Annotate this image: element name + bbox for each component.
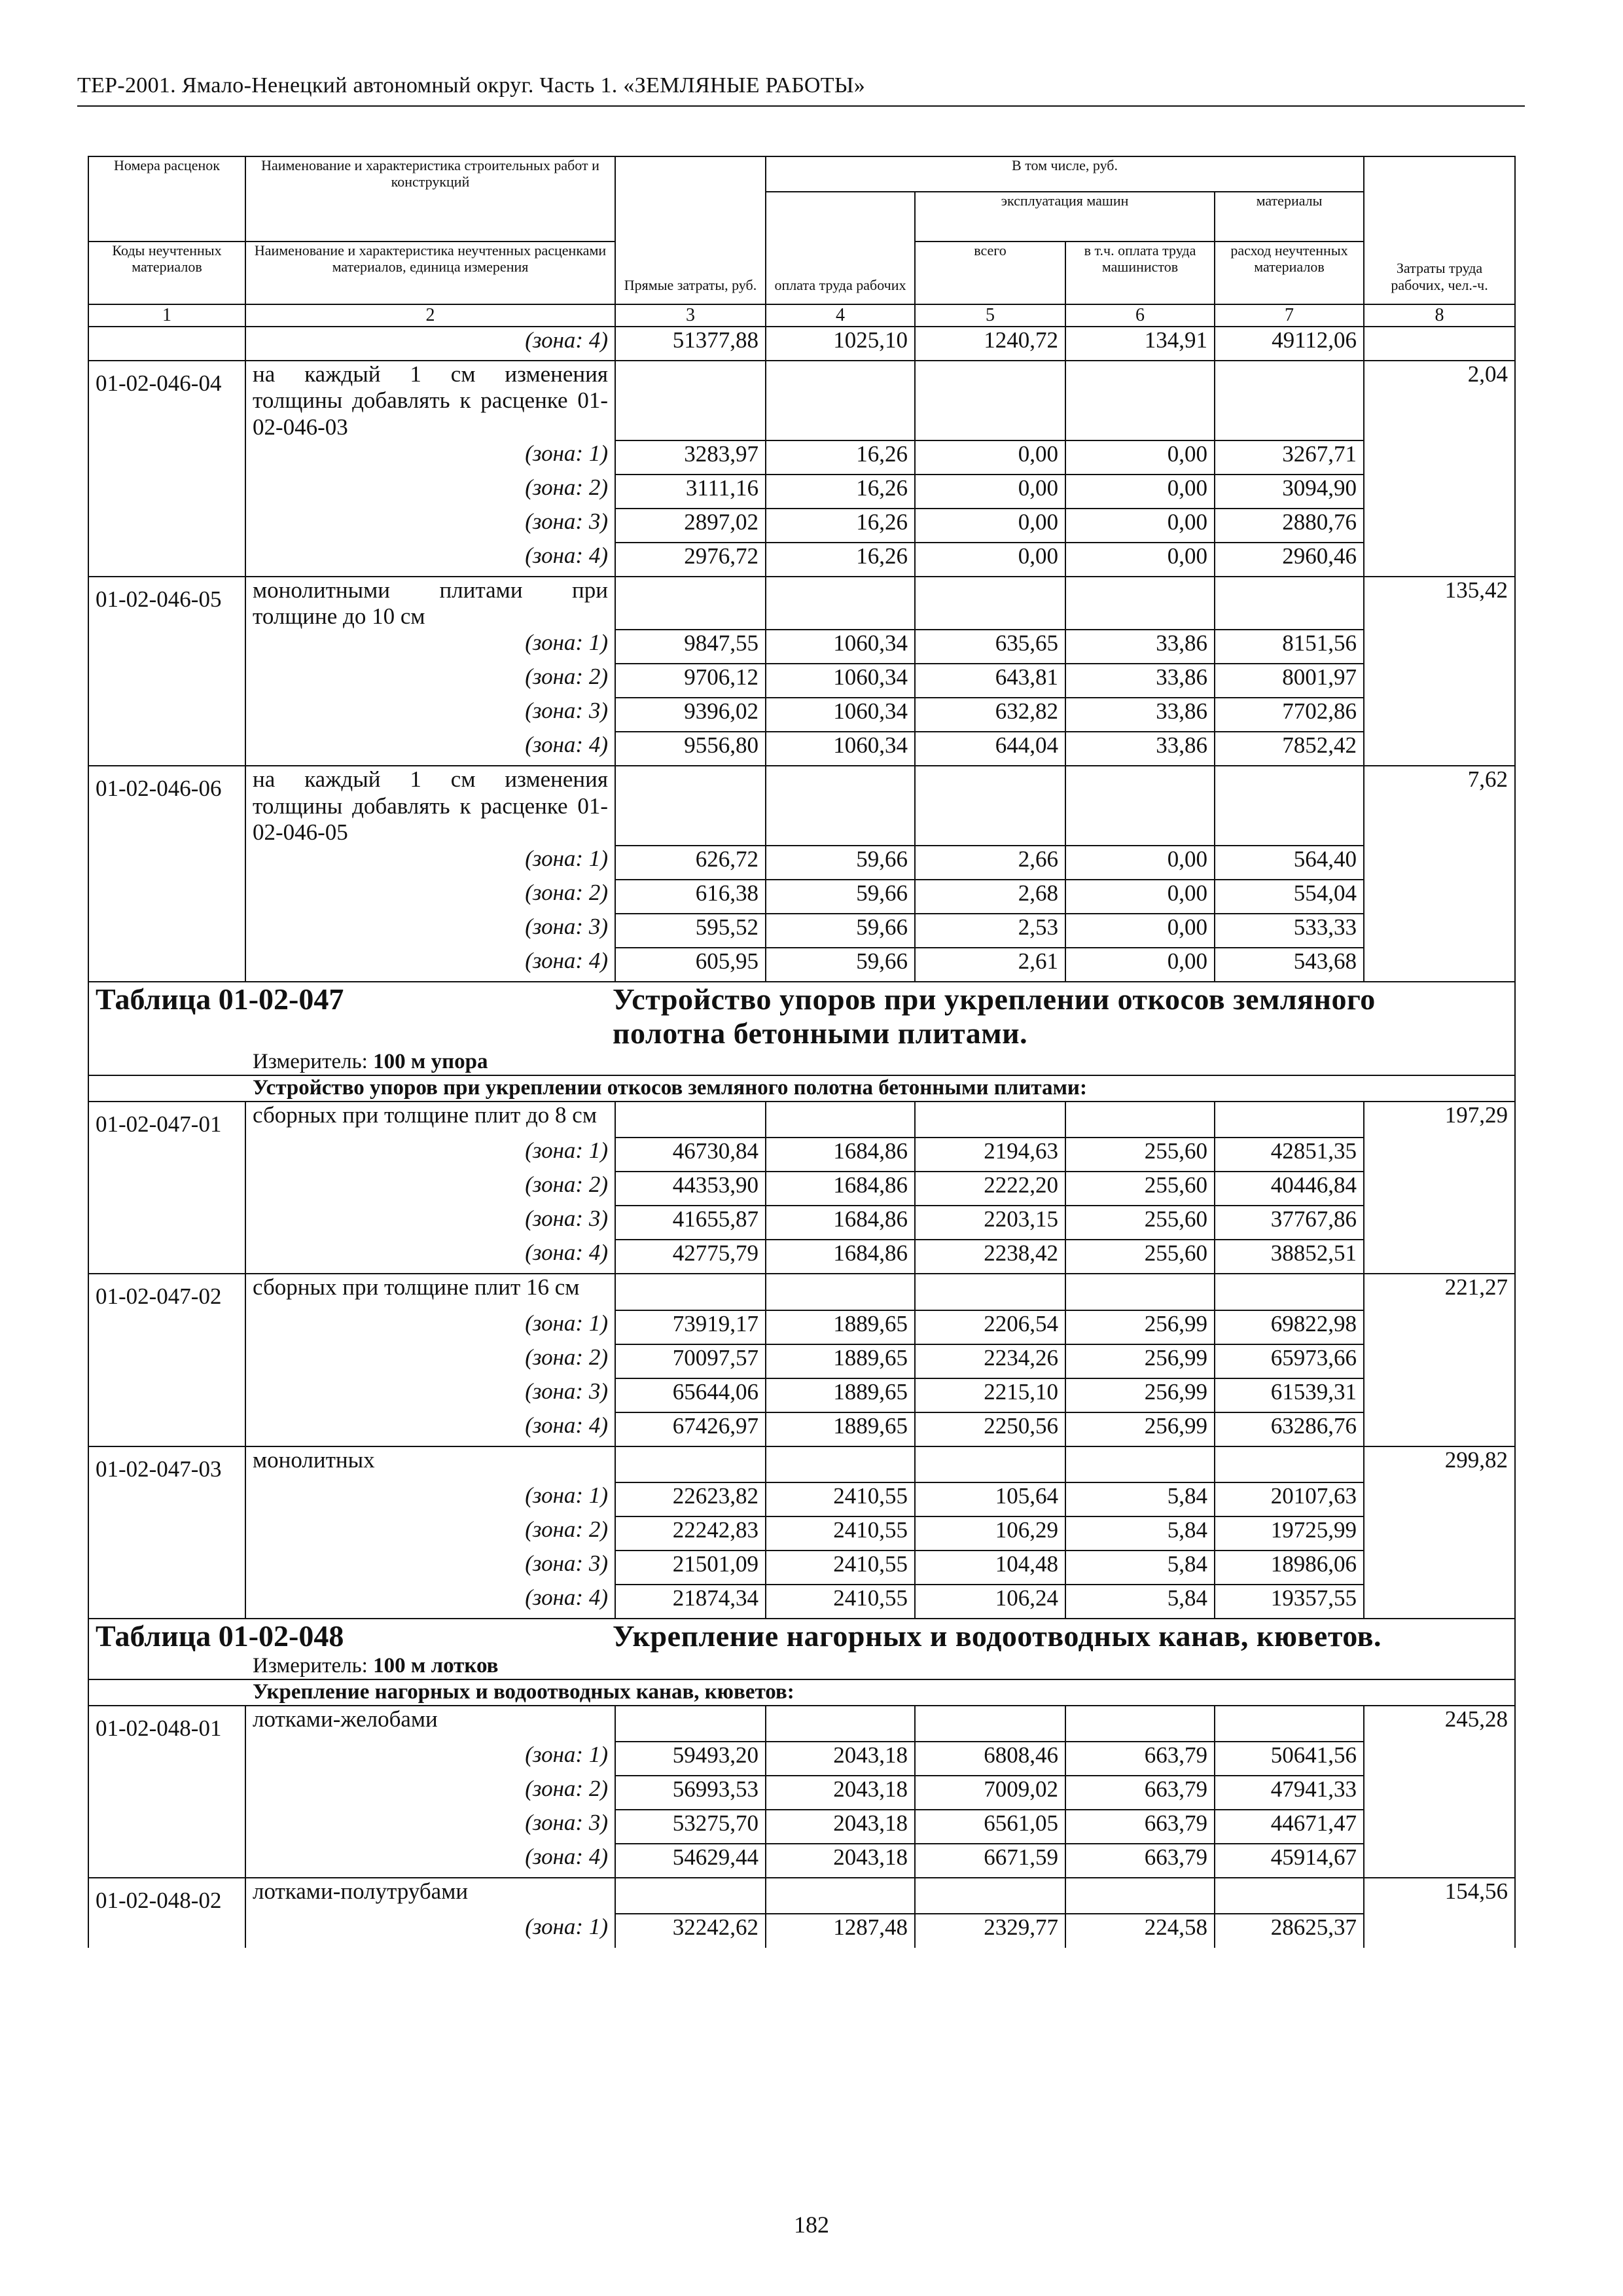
rates-table <box>88 156 1516 1948</box>
zone-label: (зона: 3) <box>245 1206 615 1240</box>
value-cell: 256,99 <box>1065 1310 1215 1344</box>
zone-row <box>88 732 1515 766</box>
zone-label: (зона: 2) <box>245 1516 615 1551</box>
value-cell: 47941,33 <box>1215 1776 1364 1810</box>
value-cell: 1060,34 <box>766 732 915 766</box>
value-cell: 0,00 <box>1065 475 1215 509</box>
materials-group-header: материалы <box>1215 192 1364 242</box>
value-cell: 2043,18 <box>766 1742 915 1776</box>
value-cell: 2,53 <box>915 914 1065 948</box>
measure-row <box>88 1050 1515 1075</box>
zone-label: (зона: 3) <box>245 1551 615 1585</box>
value-cell: 22623,82 <box>615 1482 766 1516</box>
value-cell: 644,04 <box>915 732 1065 766</box>
value-cell: 1060,34 <box>766 630 915 664</box>
value-cell: 65644,06 <box>615 1378 766 1412</box>
zone-row <box>88 664 1515 698</box>
value-cell: 3267,71 <box>1215 440 1364 475</box>
value-cell: 1684,86 <box>766 1172 915 1206</box>
zone-label: (зона: 1) <box>245 846 615 880</box>
rate-row <box>88 1102 1515 1138</box>
value-cell: 63286,76 <box>1215 1412 1364 1446</box>
column-numbers-row <box>88 304 1515 327</box>
value-cell: 2250,56 <box>915 1412 1065 1446</box>
value-cell: 7702,86 <box>1215 698 1364 732</box>
value-cell: 643,81 <box>915 664 1065 698</box>
value-cell: 38852,51 <box>1215 1240 1364 1274</box>
value-cell: 45914,67 <box>1215 1844 1364 1878</box>
value-cell: 51377,88 <box>615 327 766 361</box>
value-cell: 2880,76 <box>1215 509 1364 543</box>
zone-row <box>88 509 1515 543</box>
zone-row <box>88 1482 1515 1516</box>
value-cell: 1889,65 <box>766 1378 915 1412</box>
zone-label: (зона: 4) <box>245 327 615 361</box>
rate-row <box>88 1446 1515 1482</box>
measure-value: 100 м лотков <box>373 1653 499 1677</box>
zone-row <box>88 1344 1515 1378</box>
page-header: ТЕР-2001. Ямало-Ненецкий автономный округ. Часть 1. «ЗЕМЛЯНЫЕ РАБОТЫ» <box>77 73 866 98</box>
value-cell: 9396,02 <box>615 698 766 732</box>
value-cell: 0,00 <box>915 475 1065 509</box>
value-cell: 632,82 <box>915 698 1065 732</box>
labor-cost: 135,42 <box>1364 577 1515 630</box>
value-cell: 19357,55 <box>1215 1585 1364 1619</box>
value-cell: 1287,48 <box>766 1914 915 1948</box>
rate-code: 01-02-048-02 <box>88 1878 245 1914</box>
value-cell: 6561,05 <box>915 1810 1065 1844</box>
value-cell: 1889,65 <box>766 1310 915 1344</box>
value-cell: 70097,57 <box>615 1344 766 1378</box>
value-cell: 1240,72 <box>915 327 1065 361</box>
value-cell: 7009,02 <box>915 1776 1065 1810</box>
value-cell: 1025,10 <box>766 327 915 361</box>
machines-group-header: эксплуатация машин <box>915 192 1215 242</box>
zone-label: (зона: 3) <box>245 1810 615 1844</box>
value-cell: 2897,02 <box>615 509 766 543</box>
header-rule <box>77 105 1525 107</box>
labor-cost: 221,27 <box>1364 1274 1515 1310</box>
table-title-row <box>88 982 1515 1050</box>
value-cell: 50641,56 <box>1215 1742 1364 1776</box>
value-cell: 2410,55 <box>766 1482 915 1516</box>
value-cell: 0,00 <box>1065 948 1215 982</box>
zone-label: (зона: 4) <box>245 732 615 766</box>
zone-row <box>88 948 1515 982</box>
zone-label: (зона: 4) <box>245 1585 615 1619</box>
value-cell: 1684,86 <box>766 1206 915 1240</box>
measure-label: Измеритель: <box>253 1653 374 1677</box>
value-cell: 2410,55 <box>766 1585 915 1619</box>
value-cell: 40446,84 <box>1215 1172 1364 1206</box>
zone-label: (зона: 1) <box>245 1914 615 1948</box>
zone-row <box>88 914 1515 948</box>
value-cell: 0,00 <box>915 509 1065 543</box>
col-wages-header: оплата труда рабочих <box>766 192 915 304</box>
labor-cost: 197,29 <box>1364 1102 1515 1138</box>
value-cell: 0,00 <box>1065 509 1215 543</box>
value-cell: 33,86 <box>1065 630 1215 664</box>
value-cell: 0,00 <box>915 543 1065 577</box>
value-cell: 16,26 <box>766 543 915 577</box>
value-cell: 56993,53 <box>615 1776 766 1810</box>
value-cell: 255,60 <box>1065 1138 1215 1172</box>
value-cell: 2,61 <box>915 948 1065 982</box>
rate-description: сборных при толщине плит до 8 см <box>245 1102 615 1138</box>
rate-description: на каждый 1 см изменения толщины добавлять к расценке 01-02-046-05 <box>245 766 615 846</box>
value-cell: 42851,35 <box>1215 1138 1364 1172</box>
zone-label: (зона: 3) <box>245 1378 615 1412</box>
value-cell: 7852,42 <box>1215 732 1364 766</box>
measure-value: 100 м упора <box>373 1050 488 1074</box>
zone-label: (зона: 2) <box>245 880 615 914</box>
rate-code: 01-02-046-04 <box>88 361 245 440</box>
rate-description: сборных при толщине плит 16 см <box>245 1274 615 1310</box>
value-cell: 2238,42 <box>915 1240 1065 1274</box>
value-cell: 1889,65 <box>766 1344 915 1378</box>
value-cell: 533,33 <box>1215 914 1364 948</box>
value-cell: 105,64 <box>915 1482 1065 1516</box>
zone-label: (зона: 4) <box>245 543 615 577</box>
col-machines-total-header: всего <box>915 242 1065 304</box>
zone-label: (зона: 2) <box>245 664 615 698</box>
col-machinist-wages-header: в т.ч. оплата труда машинистов <box>1065 242 1215 304</box>
zone-row <box>88 1138 1515 1172</box>
rate-row <box>88 577 1515 630</box>
rate-code: 01-02-046-05 <box>88 577 245 630</box>
rate-code: 01-02-047-01 <box>88 1102 245 1138</box>
value-cell: 106,29 <box>915 1516 1065 1551</box>
value-cell: 59,66 <box>766 948 915 982</box>
value-cell: 22242,83 <box>615 1516 766 1551</box>
rate-code: 01-02-047-03 <box>88 1446 245 1482</box>
value-cell: 69822,98 <box>1215 1310 1364 1344</box>
value-cell: 3111,16 <box>615 475 766 509</box>
zone-label: (зона: 1) <box>245 1310 615 1344</box>
zone-row <box>88 846 1515 880</box>
value-cell: 0,00 <box>1065 440 1215 475</box>
labor-cost: 245,28 <box>1364 1706 1515 1742</box>
value-cell: 106,24 <box>915 1585 1065 1619</box>
value-cell: 255,60 <box>1065 1172 1215 1206</box>
value-cell: 44353,90 <box>615 1172 766 1206</box>
value-cell: 59,66 <box>766 914 915 948</box>
value-cell: 18986,06 <box>1215 1551 1364 1585</box>
table-048-name: Таблица 01-02-048 <box>96 1619 344 1653</box>
zone-row <box>88 1206 1515 1240</box>
value-cell: 59,66 <box>766 846 915 880</box>
table-header <box>88 156 1515 327</box>
value-cell: 2215,10 <box>915 1378 1065 1412</box>
value-cell: 626,72 <box>615 846 766 880</box>
value-cell: 616,38 <box>615 880 766 914</box>
value-cell: 3283,97 <box>615 440 766 475</box>
value-cell: 16,26 <box>766 440 915 475</box>
zone-label: (зона: 4) <box>245 1412 615 1446</box>
zone-label: (зона: 1) <box>245 1482 615 1516</box>
value-cell: 605,95 <box>615 948 766 982</box>
zone-row <box>88 1310 1515 1344</box>
value-cell: 44671,47 <box>1215 1810 1364 1844</box>
incl-group-header: В том числе, руб. <box>766 156 1364 192</box>
value-cell: 8001,97 <box>1215 664 1364 698</box>
zone-label: (зона: 2) <box>245 1776 615 1810</box>
zone-row <box>88 1412 1515 1446</box>
value-cell: 255,60 <box>1065 1206 1215 1240</box>
value-cell: 3094,90 <box>1215 475 1364 509</box>
value-cell: 256,99 <box>1065 1344 1215 1378</box>
rate-code: 01-02-048-01 <box>88 1706 245 1742</box>
value-cell: 37767,86 <box>1215 1206 1364 1240</box>
value-cell: 54629,44 <box>615 1844 766 1878</box>
value-cell: 61539,31 <box>1215 1378 1364 1412</box>
value-cell: 21501,09 <box>615 1551 766 1585</box>
value-cell: 2206,54 <box>915 1310 1065 1344</box>
zone-label: (зона: 2) <box>245 1344 615 1378</box>
zone-label: (зона: 4) <box>245 948 615 982</box>
value-cell: 595,52 <box>615 914 766 948</box>
value-cell: 2410,55 <box>766 1516 915 1551</box>
zone-row <box>88 543 1515 577</box>
zone-row <box>88 1240 1515 1274</box>
value-cell: 6671,59 <box>915 1844 1065 1878</box>
col-work-name-header: Наименование и характеристика строительных работ и конструкций <box>245 156 615 242</box>
labor-cost: 154,56 <box>1364 1878 1515 1914</box>
column-number: 2 <box>245 304 615 327</box>
value-cell: 49112,06 <box>1215 327 1364 361</box>
value-cell: 41655,87 <box>615 1206 766 1240</box>
value-cell: 33,86 <box>1065 664 1215 698</box>
value-cell: 19725,99 <box>1215 1516 1364 1551</box>
value-cell: 73919,17 <box>615 1310 766 1344</box>
rate-code: 01-02-047-02 <box>88 1274 245 1310</box>
labor-cost: 299,82 <box>1364 1446 1515 1482</box>
measure-row <box>88 1654 1515 1679</box>
value-cell: 2203,15 <box>915 1206 1065 1240</box>
column-number: 5 <box>915 304 1065 327</box>
value-cell: 6808,46 <box>915 1742 1065 1776</box>
rate-row <box>88 361 1515 440</box>
value-cell: 224,58 <box>1065 1914 1215 1948</box>
rate-row <box>88 766 1515 846</box>
value-cell: 2976,72 <box>615 543 766 577</box>
column-number: 6 <box>1065 304 1215 327</box>
value-cell: 2960,46 <box>1215 543 1364 577</box>
col-labor-costs-header: Затраты труда рабочих, чел.-ч. <box>1364 156 1515 304</box>
zone-row <box>88 1516 1515 1551</box>
rate-row <box>88 1706 1515 1742</box>
column-number: 3 <box>615 304 766 327</box>
value-cell: 2329,77 <box>915 1914 1065 1948</box>
value-cell: 543,68 <box>1215 948 1364 982</box>
col-material-codes-header: Коды неучтенных материалов <box>88 242 245 304</box>
value-cell: 1889,65 <box>766 1412 915 1446</box>
value-cell: 554,04 <box>1215 880 1364 914</box>
value-cell: 5,84 <box>1065 1551 1215 1585</box>
zone-label: (зона: 1) <box>245 440 615 475</box>
value-cell: 5,84 <box>1065 1585 1215 1619</box>
value-cell: 53275,70 <box>615 1810 766 1844</box>
value-cell: 42775,79 <box>615 1240 766 1274</box>
zone-row <box>88 1172 1515 1206</box>
section-row <box>88 1075 1515 1102</box>
value-cell: 663,79 <box>1065 1776 1215 1810</box>
value-cell: 2,68 <box>915 880 1065 914</box>
section-title: Укрепление нагорных и водоотводных канав, кюветов: <box>88 1679 1515 1706</box>
col-rate-number-header: Номера расценок <box>88 156 245 242</box>
rate-row <box>88 1274 1515 1310</box>
value-cell: 28625,37 <box>1215 1914 1364 1948</box>
value-cell: 663,79 <box>1065 1844 1215 1878</box>
table-047 <box>88 982 1515 1619</box>
value-cell: 1684,86 <box>766 1138 915 1172</box>
value-cell: 2,66 <box>915 846 1065 880</box>
value-cell: 33,86 <box>1065 732 1215 766</box>
value-cell: 2234,26 <box>915 1344 1065 1378</box>
section-row <box>88 1679 1515 1706</box>
value-cell: 21874,34 <box>615 1585 766 1619</box>
col-material-names-header: Наименование и характеристика неучтенных расценками материалов, единица измерения <box>245 242 615 304</box>
value-cell: 0,00 <box>1065 846 1215 880</box>
table-047-caption: Устройство упоров при укреплении откосов земляного полотна бетонными плитами. <box>613 982 1376 1050</box>
table-title-row <box>88 1619 1515 1654</box>
value-cell: 134,91 <box>1065 327 1215 361</box>
rate-code: 01-02-046-06 <box>88 766 245 846</box>
value-cell: 16,26 <box>766 509 915 543</box>
value-cell: 2043,18 <box>766 1844 915 1878</box>
value-cell: 663,79 <box>1065 1742 1215 1776</box>
table-048-caption: Укрепление нагорных и водоотводных канав, кюветов. <box>613 1619 1382 1653</box>
value-cell: 8151,56 <box>1215 630 1364 664</box>
zone-row <box>88 1914 1515 1948</box>
value-cell: 104,48 <box>915 1551 1065 1585</box>
measure-label: Измеритель: <box>253 1050 374 1074</box>
carry-over-row <box>88 327 1515 361</box>
zone-row <box>88 1844 1515 1878</box>
zone-label: (зона: 2) <box>245 475 615 509</box>
zone-row <box>88 1742 1515 1776</box>
zone-row <box>88 1378 1515 1412</box>
column-number: 1 <box>88 304 245 327</box>
zone-row <box>88 1585 1515 1619</box>
value-cell: 256,99 <box>1065 1412 1215 1446</box>
column-number: 4 <box>766 304 915 327</box>
value-cell: 67426,97 <box>615 1412 766 1446</box>
value-cell: 46730,84 <box>615 1138 766 1172</box>
value-cell: 2194,63 <box>915 1138 1065 1172</box>
value-cell: 635,65 <box>915 630 1065 664</box>
zone-label: (зона: 4) <box>245 1240 615 1274</box>
value-cell: 9556,80 <box>615 732 766 766</box>
zone-label: (зона: 1) <box>245 1742 615 1776</box>
zone-label: (зона: 1) <box>245 630 615 664</box>
zone-label: (зона: 4) <box>245 1844 615 1878</box>
value-cell: 5,84 <box>1065 1482 1215 1516</box>
rate-description: лотками-желобами <box>245 1706 615 1742</box>
labor-cost: 7,62 <box>1364 766 1515 846</box>
value-cell: 33,86 <box>1065 698 1215 732</box>
zone-row <box>88 440 1515 475</box>
value-cell: 2410,55 <box>766 1551 915 1585</box>
rate-description: лотками-полутрубами <box>245 1878 615 1914</box>
value-cell: 9706,12 <box>615 664 766 698</box>
zone-label: (зона: 2) <box>245 1172 615 1206</box>
section-title: Устройство упоров при укреплении откосов земляного полотна бетонными плитами: <box>88 1075 1515 1102</box>
col-material-usage-header: расход неучтенных материалов <box>1215 242 1364 304</box>
value-cell: 663,79 <box>1065 1810 1215 1844</box>
value-cell: 16,26 <box>766 475 915 509</box>
value-cell: 0,00 <box>1065 543 1215 577</box>
zone-row <box>88 1776 1515 1810</box>
value-cell: 9847,55 <box>615 630 766 664</box>
table-section-046 <box>88 327 1515 982</box>
rate-description: монолитных <box>245 1446 615 1482</box>
zone-label: (зона: 3) <box>245 914 615 948</box>
value-cell: 0,00 <box>1065 914 1215 948</box>
zone-row <box>88 1810 1515 1844</box>
col-direct-costs-header: Прямые затраты, руб. <box>615 156 766 304</box>
value-cell: 20107,63 <box>1215 1482 1364 1516</box>
zone-label: (зона: 1) <box>245 1138 615 1172</box>
rate-description: монолитными плитами при толщине до 10 см <box>245 577 615 630</box>
page-number: 182 <box>794 2212 829 2238</box>
value-cell: 2043,18 <box>766 1776 915 1810</box>
zone-label: (зона: 3) <box>245 698 615 732</box>
column-number: 7 <box>1215 304 1364 327</box>
zone-label: (зона: 3) <box>245 509 615 543</box>
value-cell: 59493,20 <box>615 1742 766 1776</box>
value-cell: 1060,34 <box>766 664 915 698</box>
value-cell: 0,00 <box>1065 880 1215 914</box>
value-cell: 0,00 <box>915 440 1065 475</box>
value-cell: 5,84 <box>1065 1516 1215 1551</box>
zone-row <box>88 880 1515 914</box>
rate-row <box>88 1878 1515 1914</box>
value-cell: 564,40 <box>1215 846 1364 880</box>
zone-row <box>88 630 1515 664</box>
value-cell: 32242,62 <box>615 1914 766 1948</box>
value-cell: 2222,20 <box>915 1172 1065 1206</box>
zone-row <box>88 1551 1515 1585</box>
column-number: 8 <box>1364 304 1515 327</box>
table-048 <box>88 1619 1515 1948</box>
value-cell: 65973,66 <box>1215 1344 1364 1378</box>
table-047-name: Таблица 01-02-047 <box>96 982 344 1016</box>
value-cell: 256,99 <box>1065 1378 1215 1412</box>
zone-row <box>88 475 1515 509</box>
rate-description: на каждый 1 см изменения толщины добавлять к расценке 01-02-046-03 <box>245 361 615 440</box>
labor-cost: 2,04 <box>1364 361 1515 440</box>
value-cell: 255,60 <box>1065 1240 1215 1274</box>
value-cell: 59,66 <box>766 880 915 914</box>
zone-row <box>88 698 1515 732</box>
value-cell: 1684,86 <box>766 1240 915 1274</box>
value-cell: 1060,34 <box>766 698 915 732</box>
value-cell: 2043,18 <box>766 1810 915 1844</box>
